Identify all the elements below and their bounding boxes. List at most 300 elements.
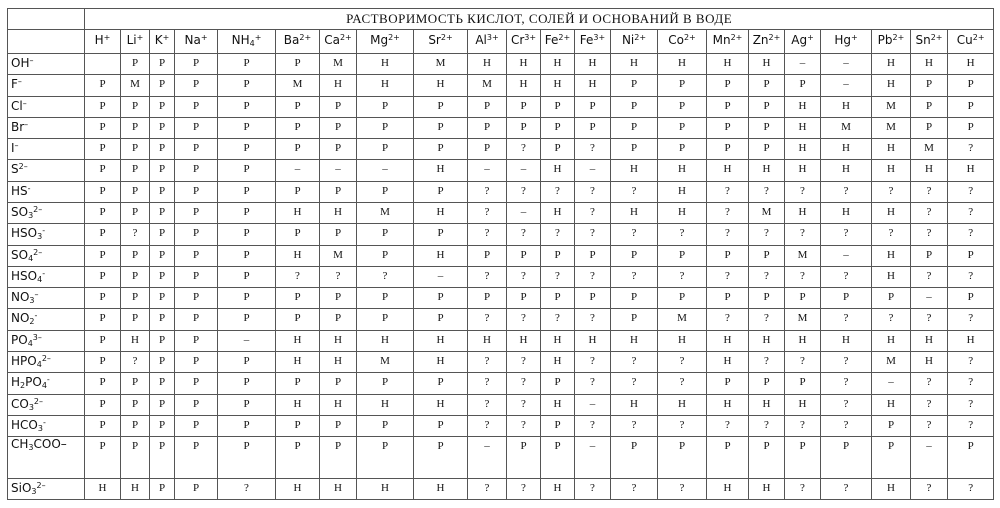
solubility-cell: Р (749, 437, 785, 479)
cation-symbol: Hg (834, 33, 851, 47)
solubility-cell: Р (507, 96, 541, 117)
solubility-cell: Р (414, 373, 468, 394)
solubility-cell: Н (872, 139, 911, 160)
solubility-cell: Р (218, 266, 276, 287)
table-row (8, 394, 994, 415)
solubility-cell: Р (85, 351, 121, 372)
solubility-cell: Р (357, 437, 414, 479)
solubility-cell: – (276, 160, 320, 181)
solubility-cell: Р (785, 373, 821, 394)
solubility-cell: Н (749, 330, 785, 351)
solubility-cell: Р (85, 96, 121, 117)
anion-subscript: 3 (28, 210, 34, 220)
solubility-cell: ? (507, 351, 541, 372)
solubility-cell: Р (948, 288, 994, 309)
solubility-cell: Н (611, 160, 658, 181)
anion-symbol: Cl (11, 98, 23, 113)
solubility-cell: Р (150, 266, 175, 287)
solubility-cell: ? (948, 394, 994, 415)
solubility-cell: Р (749, 288, 785, 309)
solubility-cell: Р (218, 96, 276, 117)
solubility-cell: ? (658, 266, 707, 287)
solubility-cell: Р (948, 117, 994, 138)
solubility-cell: Р (414, 437, 468, 479)
anion-symbol: I (11, 141, 15, 156)
solubility-cell: Р (276, 437, 320, 479)
solubility-cell: Р (85, 415, 121, 436)
solubility-cell: Р (541, 373, 575, 394)
solubility-cell: Р (658, 288, 707, 309)
solubility-cell: М (872, 96, 911, 117)
solubility-cell: М (357, 202, 414, 223)
anion-symbol: SO (11, 247, 29, 262)
anion-subscript: 2 (20, 381, 26, 391)
solubility-cell: ? (575, 351, 611, 372)
corner-cell (8, 30, 85, 54)
solubility-cell: ? (468, 181, 507, 202)
solubility-cell: ? (468, 202, 507, 223)
cation-header (785, 30, 821, 54)
cation-subscript: 4 (249, 39, 255, 48)
solubility-cell: Н (872, 54, 911, 75)
solubility-cell: ? (821, 394, 872, 415)
solubility-cell: Р (218, 117, 276, 138)
anion-charge: - (42, 417, 46, 427)
cation-symbol: Ba (283, 33, 300, 47)
anion-subscript: 4 (41, 381, 47, 391)
solubility-cell: ? (121, 224, 150, 245)
solubility-cell: – (468, 160, 507, 181)
solubility-cell: ? (541, 266, 575, 287)
solubility-cell: М (911, 139, 948, 160)
solubility-cell: Р (175, 351, 218, 372)
cation-header (320, 30, 357, 54)
solubility-cell: Р (320, 415, 357, 436)
cation-header (357, 30, 414, 54)
cation-header (414, 30, 468, 54)
solubility-cell: Р (218, 394, 276, 415)
table-row (8, 117, 994, 138)
solubility-cell: Н (611, 54, 658, 75)
solubility-cell: Р (707, 373, 749, 394)
solubility-cell: Р (175, 181, 218, 202)
solubility-cell: ? (507, 373, 541, 394)
cation-charge: 3+ (524, 33, 537, 42)
anion-charge: - (42, 268, 46, 278)
cation-charge: 2+ (299, 33, 312, 42)
solubility-cell: Р (611, 245, 658, 266)
solubility-cell: – (414, 266, 468, 287)
solubility-cell: Р (121, 160, 150, 181)
solubility-cell: Р (175, 394, 218, 415)
anion-subscript: 2 (29, 317, 35, 327)
solubility-cell: Р (121, 373, 150, 394)
solubility-cell: Р (541, 415, 575, 436)
solubility-cell: Н (707, 160, 749, 181)
solubility-cell: ? (468, 415, 507, 436)
anion-symbol: HSO (11, 268, 38, 283)
solubility-cell: Н (357, 330, 414, 351)
solubility-cell: ? (611, 181, 658, 202)
anion-charge: – (17, 77, 22, 87)
solubility-cell: Н (541, 394, 575, 415)
solubility-cell: Р (276, 96, 320, 117)
cation-symbol: Fe (579, 33, 594, 47)
solubility-cell: Н (707, 54, 749, 75)
solubility-cell: Р (658, 96, 707, 117)
solubility-cell: Р (85, 160, 121, 181)
solubility-cell: Р (175, 224, 218, 245)
solubility-cell: ? (507, 309, 541, 330)
solubility-cell: ? (507, 224, 541, 245)
solubility-cell: – (821, 75, 872, 96)
solubility-cell: ? (707, 224, 749, 245)
solubility-cell: Р (468, 96, 507, 117)
anion-symbol: HCO (11, 417, 38, 432)
anion-charge: – (34, 290, 39, 300)
solubility-cell: Р (507, 245, 541, 266)
solubility-cell: ? (785, 224, 821, 245)
solubility-cell: Н (414, 478, 468, 499)
anion-charge: 2– (33, 247, 43, 257)
solubility-cell: ? (749, 415, 785, 436)
solubility-cell: Н (658, 330, 707, 351)
solubility-cell: Р (218, 181, 276, 202)
solubility-cell: Р (749, 245, 785, 266)
cation-charge: 2+ (972, 33, 985, 42)
solubility-cell: Р (218, 309, 276, 330)
solubility-cell: Р (320, 373, 357, 394)
solubility-cell: Р (85, 437, 121, 479)
solubility-cell: ? (320, 266, 357, 287)
solubility-cell: Н (911, 330, 948, 351)
solubility-cell: ? (575, 181, 611, 202)
solubility-cell: Н (575, 75, 611, 96)
solubility-cell: Р (150, 478, 175, 499)
solubility-cell: Р (320, 224, 357, 245)
table-title: РАСТВОРИМОСТЬ КИСЛОТ, СОЛЕЙ И ОСНОВАНИЙ В ВОДЕ (85, 9, 994, 30)
anion-symbol: Br (11, 119, 25, 134)
solubility-cell: ? (872, 181, 911, 202)
solubility-cell: Р (707, 117, 749, 138)
anion-symbol: NO (11, 290, 30, 305)
solubility-cell: Р (948, 75, 994, 96)
solubility-cell: ? (948, 351, 994, 372)
solubility-cell: Р (150, 245, 175, 266)
solubility-cell: Н (872, 478, 911, 499)
solubility-cell: Р (911, 96, 948, 117)
solubility-cell: Р (611, 437, 658, 479)
solubility-cell: ? (611, 266, 658, 287)
solubility-cell: Н (707, 394, 749, 415)
solubility-cell: Р (749, 373, 785, 394)
solubility-cell: Р (276, 309, 320, 330)
cation-header (821, 30, 872, 54)
solubility-cell: Н (276, 330, 320, 351)
anion-label (8, 437, 85, 479)
anion-charge: – (22, 98, 27, 108)
solubility-cell: М (276, 75, 320, 96)
solubility-cell: – (468, 437, 507, 479)
solubility-cell: Р (320, 309, 357, 330)
solubility-cell: ? (541, 309, 575, 330)
solubility-cell: Н (320, 202, 357, 223)
table-row (8, 181, 994, 202)
solubility-cell: Р (357, 245, 414, 266)
solubility-cell: Р (507, 117, 541, 138)
solubility-cell: Р (414, 181, 468, 202)
solubility-cell: ? (658, 373, 707, 394)
solubility-cell: ? (911, 181, 948, 202)
solubility-cell: Н (611, 330, 658, 351)
solubility-cell: Р (150, 394, 175, 415)
solubility-cell: Н (414, 160, 468, 181)
solubility-cell: Р (85, 224, 121, 245)
solubility-cell: Н (414, 351, 468, 372)
cation-header (911, 30, 948, 54)
cation-charge: 3+ (593, 33, 606, 42)
solubility-cell: Н (872, 245, 911, 266)
solubility-cell: Р (121, 288, 150, 309)
solubility-cell: Р (707, 96, 749, 117)
solubility-cell: Р (150, 54, 175, 75)
cation-charge: 2+ (730, 33, 743, 42)
solubility-cell: Р (468, 245, 507, 266)
cation-charge: 2+ (930, 33, 943, 42)
anion-label (8, 181, 85, 202)
solubility-cell: – (575, 394, 611, 415)
solubility-cell: Р (218, 224, 276, 245)
solubility-cell: Р (507, 288, 541, 309)
solubility-cell: Н (575, 330, 611, 351)
solubility-cell: Н (821, 139, 872, 160)
solubility-cell: Н (872, 202, 911, 223)
cation-symbol: NH (231, 33, 250, 47)
solubility-cell: ? (821, 373, 872, 394)
solubility-cell: Н (872, 266, 911, 287)
solubility-cell: ? (785, 415, 821, 436)
solubility-cell: Р (611, 139, 658, 160)
cation-charge: 2+ (388, 33, 400, 42)
cation-header (611, 30, 658, 54)
table-row (8, 478, 994, 499)
solubility-cell: Р (707, 245, 749, 266)
solubility-cell: ? (821, 309, 872, 330)
solubility-cell: Р (121, 54, 150, 75)
cation-charge: 2+ (440, 33, 453, 42)
anion-label (8, 266, 85, 287)
solubility-cell: – (507, 202, 541, 223)
solubility-cell: Н (276, 394, 320, 415)
anion-charge: - (27, 183, 31, 193)
solubility-cell: Н (749, 54, 785, 75)
solubility-cell: Р (85, 139, 121, 160)
anion-subscript: 4 (28, 253, 34, 263)
solubility-cell: ? (357, 266, 414, 287)
solubility-cell: Р (85, 75, 121, 96)
solubility-cell: Н (320, 394, 357, 415)
table-row (8, 160, 994, 181)
solubility-cell: Н (276, 351, 320, 372)
solubility-cell: Н (948, 54, 994, 75)
solubility-cell: ? (468, 351, 507, 372)
solubility-cell: Р (785, 288, 821, 309)
solubility-cell: Н (785, 117, 821, 138)
solubility-cell: Р (218, 202, 276, 223)
solubility-cell: Н (575, 54, 611, 75)
solubility-cell: ? (611, 224, 658, 245)
table-row (8, 96, 994, 117)
solubility-cell: Р (276, 224, 320, 245)
solubility-cell: Р (121, 394, 150, 415)
solubility-cell: – (218, 330, 276, 351)
solubility-cell: Р (175, 75, 218, 96)
cation-symbol: Ag (791, 33, 808, 47)
cation-header (749, 30, 785, 54)
table-row (8, 245, 994, 266)
cation-header-row (8, 30, 994, 54)
anion-label (8, 415, 85, 436)
solubility-cell: Н (414, 245, 468, 266)
solubility-cell: Н (785, 394, 821, 415)
anion-charge: 2– (41, 353, 51, 363)
solubility-cell: Р (414, 288, 468, 309)
solubility-cell: ? (507, 266, 541, 287)
anion-label (8, 309, 85, 330)
solubility-cell: Р (175, 309, 218, 330)
anion-label (8, 96, 85, 117)
cation-symbol: Sn (915, 33, 931, 47)
solubility-cell: Р (707, 288, 749, 309)
anion-charge: – (24, 119, 29, 129)
solubility-cell: Н (658, 181, 707, 202)
solubility-cell: Н (320, 351, 357, 372)
solubility-cell: Р (658, 117, 707, 138)
cation-symbol: Pb (877, 33, 893, 47)
anion-symbol: HPO (11, 353, 37, 368)
solubility-cell: ? (707, 266, 749, 287)
anion-label (8, 75, 85, 96)
solubility-cell: Р (121, 96, 150, 117)
cation-charge: + (136, 33, 144, 42)
cation-header (175, 30, 218, 54)
solubility-cell: Р (85, 266, 121, 287)
anion-charge: – (14, 141, 19, 151)
solubility-cell: ? (575, 139, 611, 160)
solubility-cell: ? (821, 266, 872, 287)
anion-symbol: PO (11, 332, 28, 347)
solubility-cell: Р (357, 139, 414, 160)
cation-charge: + (254, 33, 262, 42)
anion-subscript: 3 (28, 402, 34, 412)
solubility-cell: – (320, 160, 357, 181)
solubility-cell: Р (468, 117, 507, 138)
cation-header (85, 30, 121, 54)
solubility-cell: ? (948, 478, 994, 499)
solubility-cell: Р (707, 139, 749, 160)
solubility-cell: Н (707, 330, 749, 351)
solubility-cell: Р (320, 288, 357, 309)
solubility-cell: Р (121, 309, 150, 330)
solubility-cell: ? (468, 373, 507, 394)
solubility-cell: ? (507, 478, 541, 499)
solubility-cell: ? (948, 202, 994, 223)
anion-symbol: SiO (11, 480, 32, 495)
solubility-cell: ? (785, 181, 821, 202)
solubility-cell: Р (150, 96, 175, 117)
solubility-cell: ? (468, 266, 507, 287)
solubility-cell: ? (948, 181, 994, 202)
solubility-cell: Н (121, 478, 150, 499)
solubility-cell: Р (948, 245, 994, 266)
anion-label (8, 139, 85, 160)
cation-header (575, 30, 611, 54)
solubility-cell: Р (121, 245, 150, 266)
anion-symbol: SO (11, 204, 29, 219)
anion-label (8, 160, 85, 181)
solubility-cell: Р (150, 224, 175, 245)
anion-charge: 2– (18, 162, 28, 172)
solubility-cell: Р (611, 96, 658, 117)
solubility-cell: ? (948, 139, 994, 160)
solubility-cell: Р (175, 139, 218, 160)
solubility-cell: ? (948, 415, 994, 436)
solubility-cell: Н (749, 478, 785, 499)
solubility-cell: Н (911, 160, 948, 181)
solubility-cell: – (507, 160, 541, 181)
anion-symbol: OH (11, 56, 30, 70)
solubility-cell: ? (749, 181, 785, 202)
solubility-cell: ? (911, 266, 948, 287)
solubility-cell: Р (175, 202, 218, 223)
solubility-cell: М (357, 351, 414, 372)
solubility-cell: Р (150, 288, 175, 309)
solubility-cell: Н (276, 202, 320, 223)
solubility-cell: Н (911, 54, 948, 75)
solubility-cell: – (821, 245, 872, 266)
solubility-cell: ? (218, 478, 276, 499)
cation-header (872, 30, 911, 54)
cation-symbol: Co (668, 33, 684, 47)
anion-label (8, 245, 85, 266)
cation-symbol: Li (126, 33, 137, 47)
solubility-cell: ? (658, 351, 707, 372)
solubility-cell: Р (150, 373, 175, 394)
solubility-cell: Р (575, 96, 611, 117)
solubility-cell: Р (749, 117, 785, 138)
solubility-cell: Р (218, 139, 276, 160)
solubility-cell: Р (320, 96, 357, 117)
solubility-cell: Р (872, 415, 911, 436)
solubility-cell: Н (749, 394, 785, 415)
solubility-cell: Р (175, 245, 218, 266)
solubility-cell: Р (948, 437, 994, 479)
solubility-cell: Н (658, 202, 707, 223)
solubility-cell: Р (150, 415, 175, 436)
solubility-cell: Р (541, 288, 575, 309)
solubility-cell: ? (575, 373, 611, 394)
solubility-cell: Р (276, 54, 320, 75)
solubility-cell: Р (785, 437, 821, 479)
solubility-cell: Р (175, 478, 218, 499)
solubility-cell: ? (821, 224, 872, 245)
anion-charge: 3– (32, 332, 42, 342)
table-row (8, 266, 994, 287)
cation-header (150, 30, 175, 54)
solubility-cell: ? (749, 224, 785, 245)
solubility-cell: Р (658, 139, 707, 160)
solubility-cell: Р (276, 415, 320, 436)
